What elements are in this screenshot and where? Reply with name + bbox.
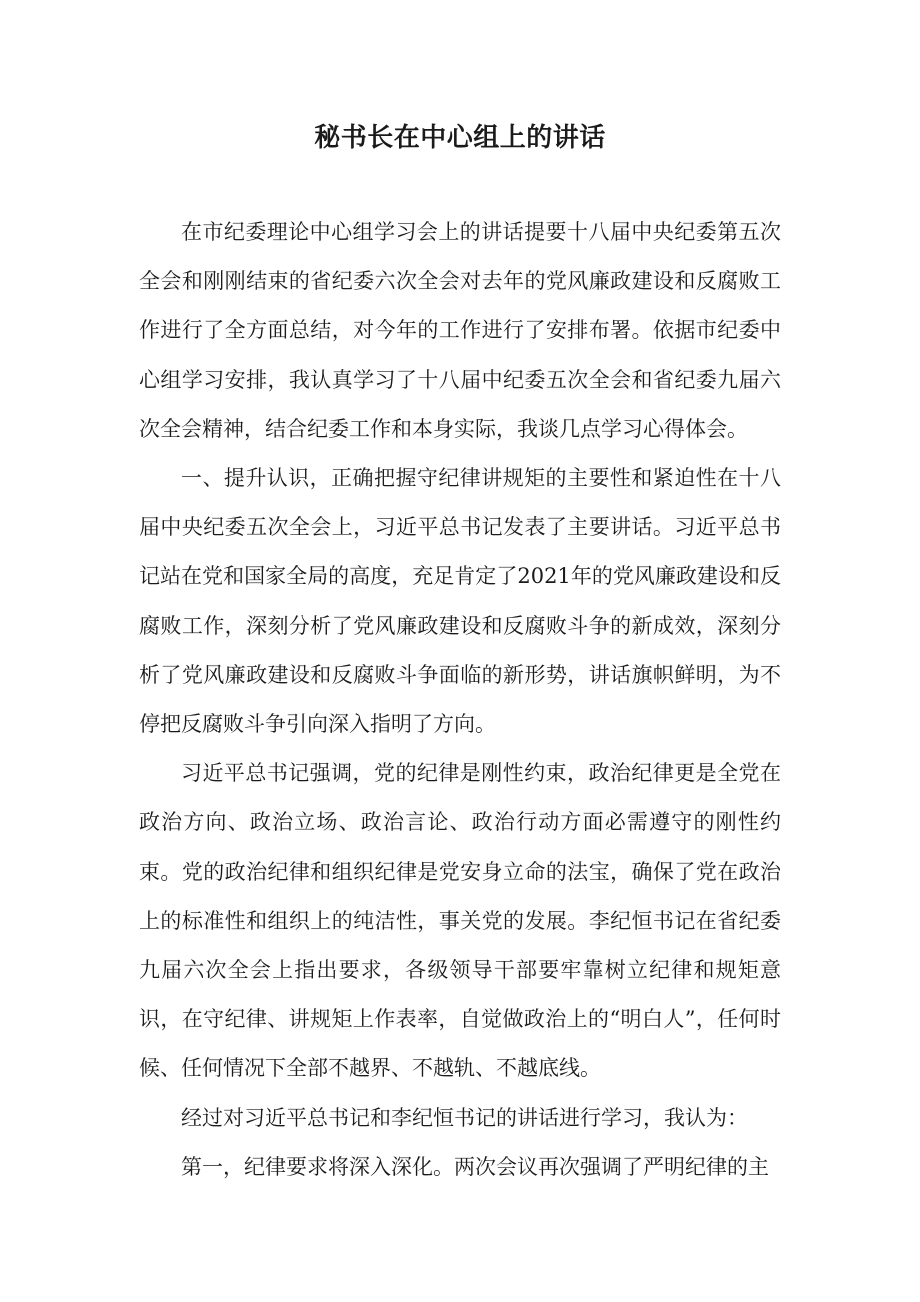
document-title: 秘书长在中心组上的讲话	[314, 123, 606, 153]
paragraph-1: 在市纪委理论中心组学习会上的讲话提要十八届中央纪委第五次全会和刚刚结束的省纪委六次全会对去年的党风廉政建设和反腐败工作进行了全方面总结，对今年的工作进行了安排布署。依据市纪委中心组学习安排，我认真学习了十八届中纪委五次全会和省纪委九届六次全会精神，结合纪委工作和本身实际，我谈几点学习心得体会。	[139, 220, 781, 441]
document-body	[139, 208, 781, 1192]
paragraph-2: 一、提升认识，正确把握守纪律讲规矩的主要性和紧迫性在十八届中央纪委五次全会上，习近平总书记发表了主要讲话。习近平总书记站在党和国家全局的高度，充足肯定了2021年的党风廉政建设和反腐败工作，深刻分析了党风廉政建设和反腐败斗争的新成效，深刻分析了党风廉政建设和反腐败斗争面临的新形势，讲话旗帜鲜明，为不停把反腐败斗争引向深入指明了方向。	[139, 466, 781, 737]
paragraph-5: 第一，纪律要求将深入深化。两次会议再次强调了严明纪律的主	[181, 1154, 769, 1179]
paragraph-3: 习近平总书记强调，党的纪律是刚性约束，政治纪律更是全党在政治方向、政治立场、政治言论、政治行动方面必需遵守的刚性约束。党的政治纪律和组织纪律是党安身立命的法宝，确保了党在政治上的标准性和组织上的纯洁性，事关党的发展。李纪恒书记在省纪委九届六次全会上指出要求，各级领导干部要牢靠树立纪律和规矩意识，在守纪律、讲规矩上作表率，自觉做政治上的“明白人”，任何时候、任何情况下全部不越界、不越轨、不越底线。	[139, 761, 781, 1081]
paragraph-4: 经过对习近平总书记和李纪恒书记的讲话进行学习，我认为：	[181, 1105, 748, 1130]
